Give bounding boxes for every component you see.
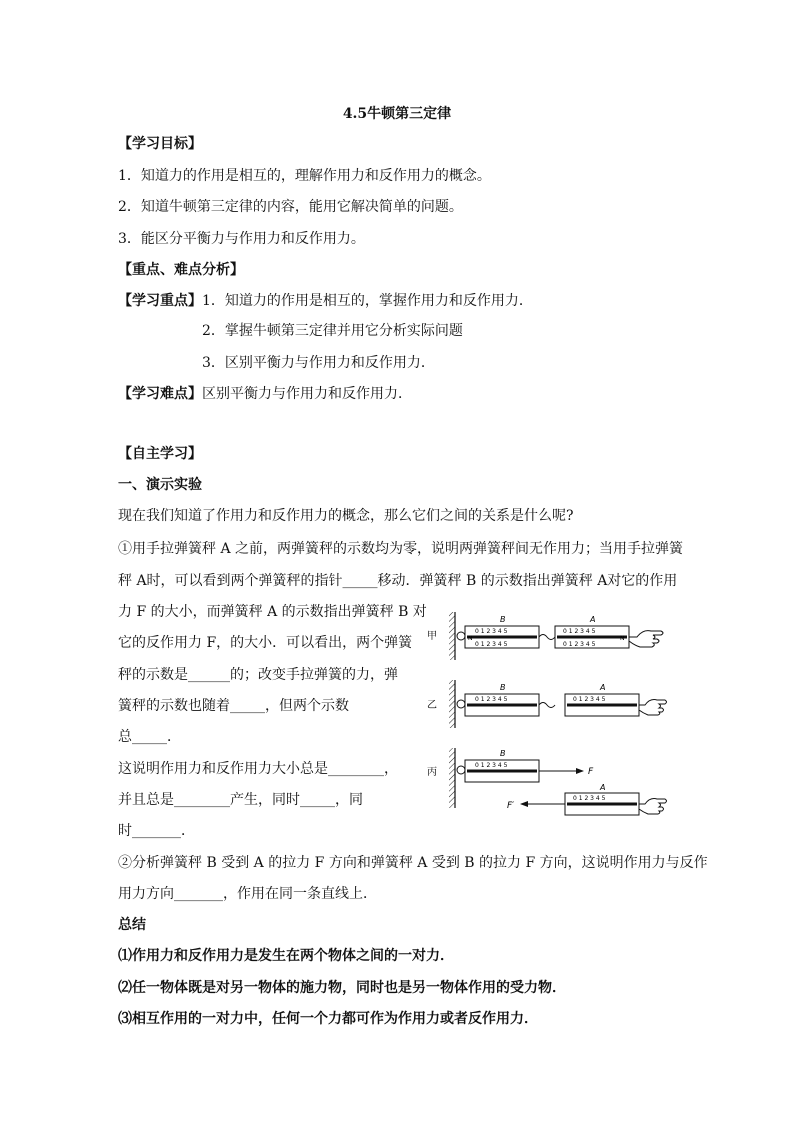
focus-item: 1．知道力的作用是相互的，掌握作用力和反作用力．: [202, 293, 533, 309]
difficulty-text: 区别平衡力与作用力和反作用力．: [202, 386, 412, 402]
scale-b-digits-top: 0 1 2 3 4 5: [475, 628, 508, 635]
scale-a-digits-3: 0 1 2 3 4 5: [573, 795, 606, 802]
scale-a-digits-top: 0 1 2 3 4 5: [563, 628, 596, 635]
spring-scale-figure: [425, 600, 675, 820]
paragraph-line: 总_____．: [118, 729, 181, 745]
paragraph-line: ①用手拉弹簧秤 A 之前，两弹簧秤的示数均为零，说明两弹簧秤间无作用力；当用手拉弹簧: [118, 541, 684, 557]
scale-a-n: N: [620, 635, 625, 642]
paragraph-line: 簧秤的示数也随着_____，但两个示数: [118, 698, 349, 714]
paragraph-line: 时_______．: [118, 823, 195, 839]
paragraph-line: ②分析弹簧秤 B 受到 A 的拉力 F 方向和弹簧秤 A 受到 B 的拉力 F 方向，这说明作用力与反作: [118, 855, 708, 871]
difficulty-label: 【学习难点】: [118, 386, 202, 402]
paragraph-line: 秤 A时，可以看到两个弹簧秤的指针_____移动．弹簧秤 B 的示数指出弹簧秤 A对它的作用: [118, 573, 678, 589]
paragraph-line: 用力方向_______，作用在同一条直线上．: [118, 886, 377, 902]
goal-item: 2．知道牛顿第三定律的内容，能用它解决简单的问题。: [118, 199, 463, 215]
key-heading: 【重点、难点分析】: [118, 262, 244, 278]
summary-item: ⑴作用力和反作用力是发生在两个物体之间的一对力．: [118, 948, 454, 964]
page-title: 4.5牛顿第三定律: [342, 106, 452, 122]
scale-b-digits-3: 0 1 2 3 4 5: [475, 762, 508, 769]
scale-b-label-3: B: [500, 749, 506, 758]
scale-a-label: A: [590, 615, 596, 624]
paragraph-line: 力 F 的大小，而弹簧秤 A 的示数指出弹簧秤 B 对: [118, 604, 427, 620]
scale-b: [457, 615, 539, 648]
row-label-jia: 甲: [427, 631, 437, 642]
scale-a-label-2: A: [600, 683, 606, 692]
scale-b-n: N: [468, 635, 473, 642]
scale-b-label-2: B: [500, 683, 506, 692]
paragraph-line: 它的反作用力 F，的大小．可以看出，两个弹簧: [118, 635, 413, 651]
hand-icon: [639, 799, 667, 814]
paragraph-line: 这说明作用力和反作用力大小总是________，: [118, 761, 398, 777]
scale-a-digits-bottom: 0 1 2 3 4 5: [563, 641, 596, 648]
focus-label: 【学习重点】: [118, 293, 202, 309]
row-label-bing: 丙: [427, 767, 437, 778]
summary-item: ⑶相互作用的一对力中，任何一个力都可作为作用力或者反作用力．: [118, 1011, 538, 1027]
scale-b-digits-bottom: 0 1 2 3 4 5: [475, 641, 508, 648]
goal-item: 1．知道力的作用是相互的，理解作用力和反作用力的概念。: [118, 168, 491, 184]
force-label: F: [588, 767, 594, 777]
summary-heading: 总结: [118, 917, 146, 933]
hand-icon: [639, 700, 667, 715]
goal-item: 3．能区分平衡力与作用力和反作用力。: [118, 231, 365, 247]
row-label-yi: 乙: [427, 700, 437, 711]
scale-a-label-3: A: [600, 783, 606, 792]
scale-b-label: B: [500, 615, 506, 624]
paragraph-line: 并且总是________产生，同时_____，同: [118, 792, 363, 808]
goals-heading: 【学习目标】: [118, 136, 202, 152]
hand-icon: [629, 631, 663, 647]
paragraph-line: 秤的示数是______的；改变手拉弹簧的力，弹: [118, 667, 398, 683]
focus-item: 2．掌握牛顿第三定律并用它分析实际问题: [202, 323, 463, 339]
self-study-heading: 【自主学习】: [118, 446, 202, 462]
scale-a-digits-2: 0 1 2 3 4 5: [573, 696, 606, 703]
scale-b-digits-2: 0 1 2 3 4 5: [475, 696, 508, 703]
section-heading: 一、演示实验: [118, 477, 202, 493]
reaction-force-label: F′: [507, 801, 515, 811]
focus-item: 3．区别平衡力与作用力和反作用力．: [202, 355, 435, 371]
summary-item: ⑵任一物体既是对另一物体的施力物，同时也是另一物体作用的受力物．: [118, 980, 566, 996]
paragraph-line: 现在我们知道了作用力和反作用力的概念，那么它们之间的关系是什么呢?: [118, 508, 574, 524]
scale-a: [555, 615, 629, 648]
